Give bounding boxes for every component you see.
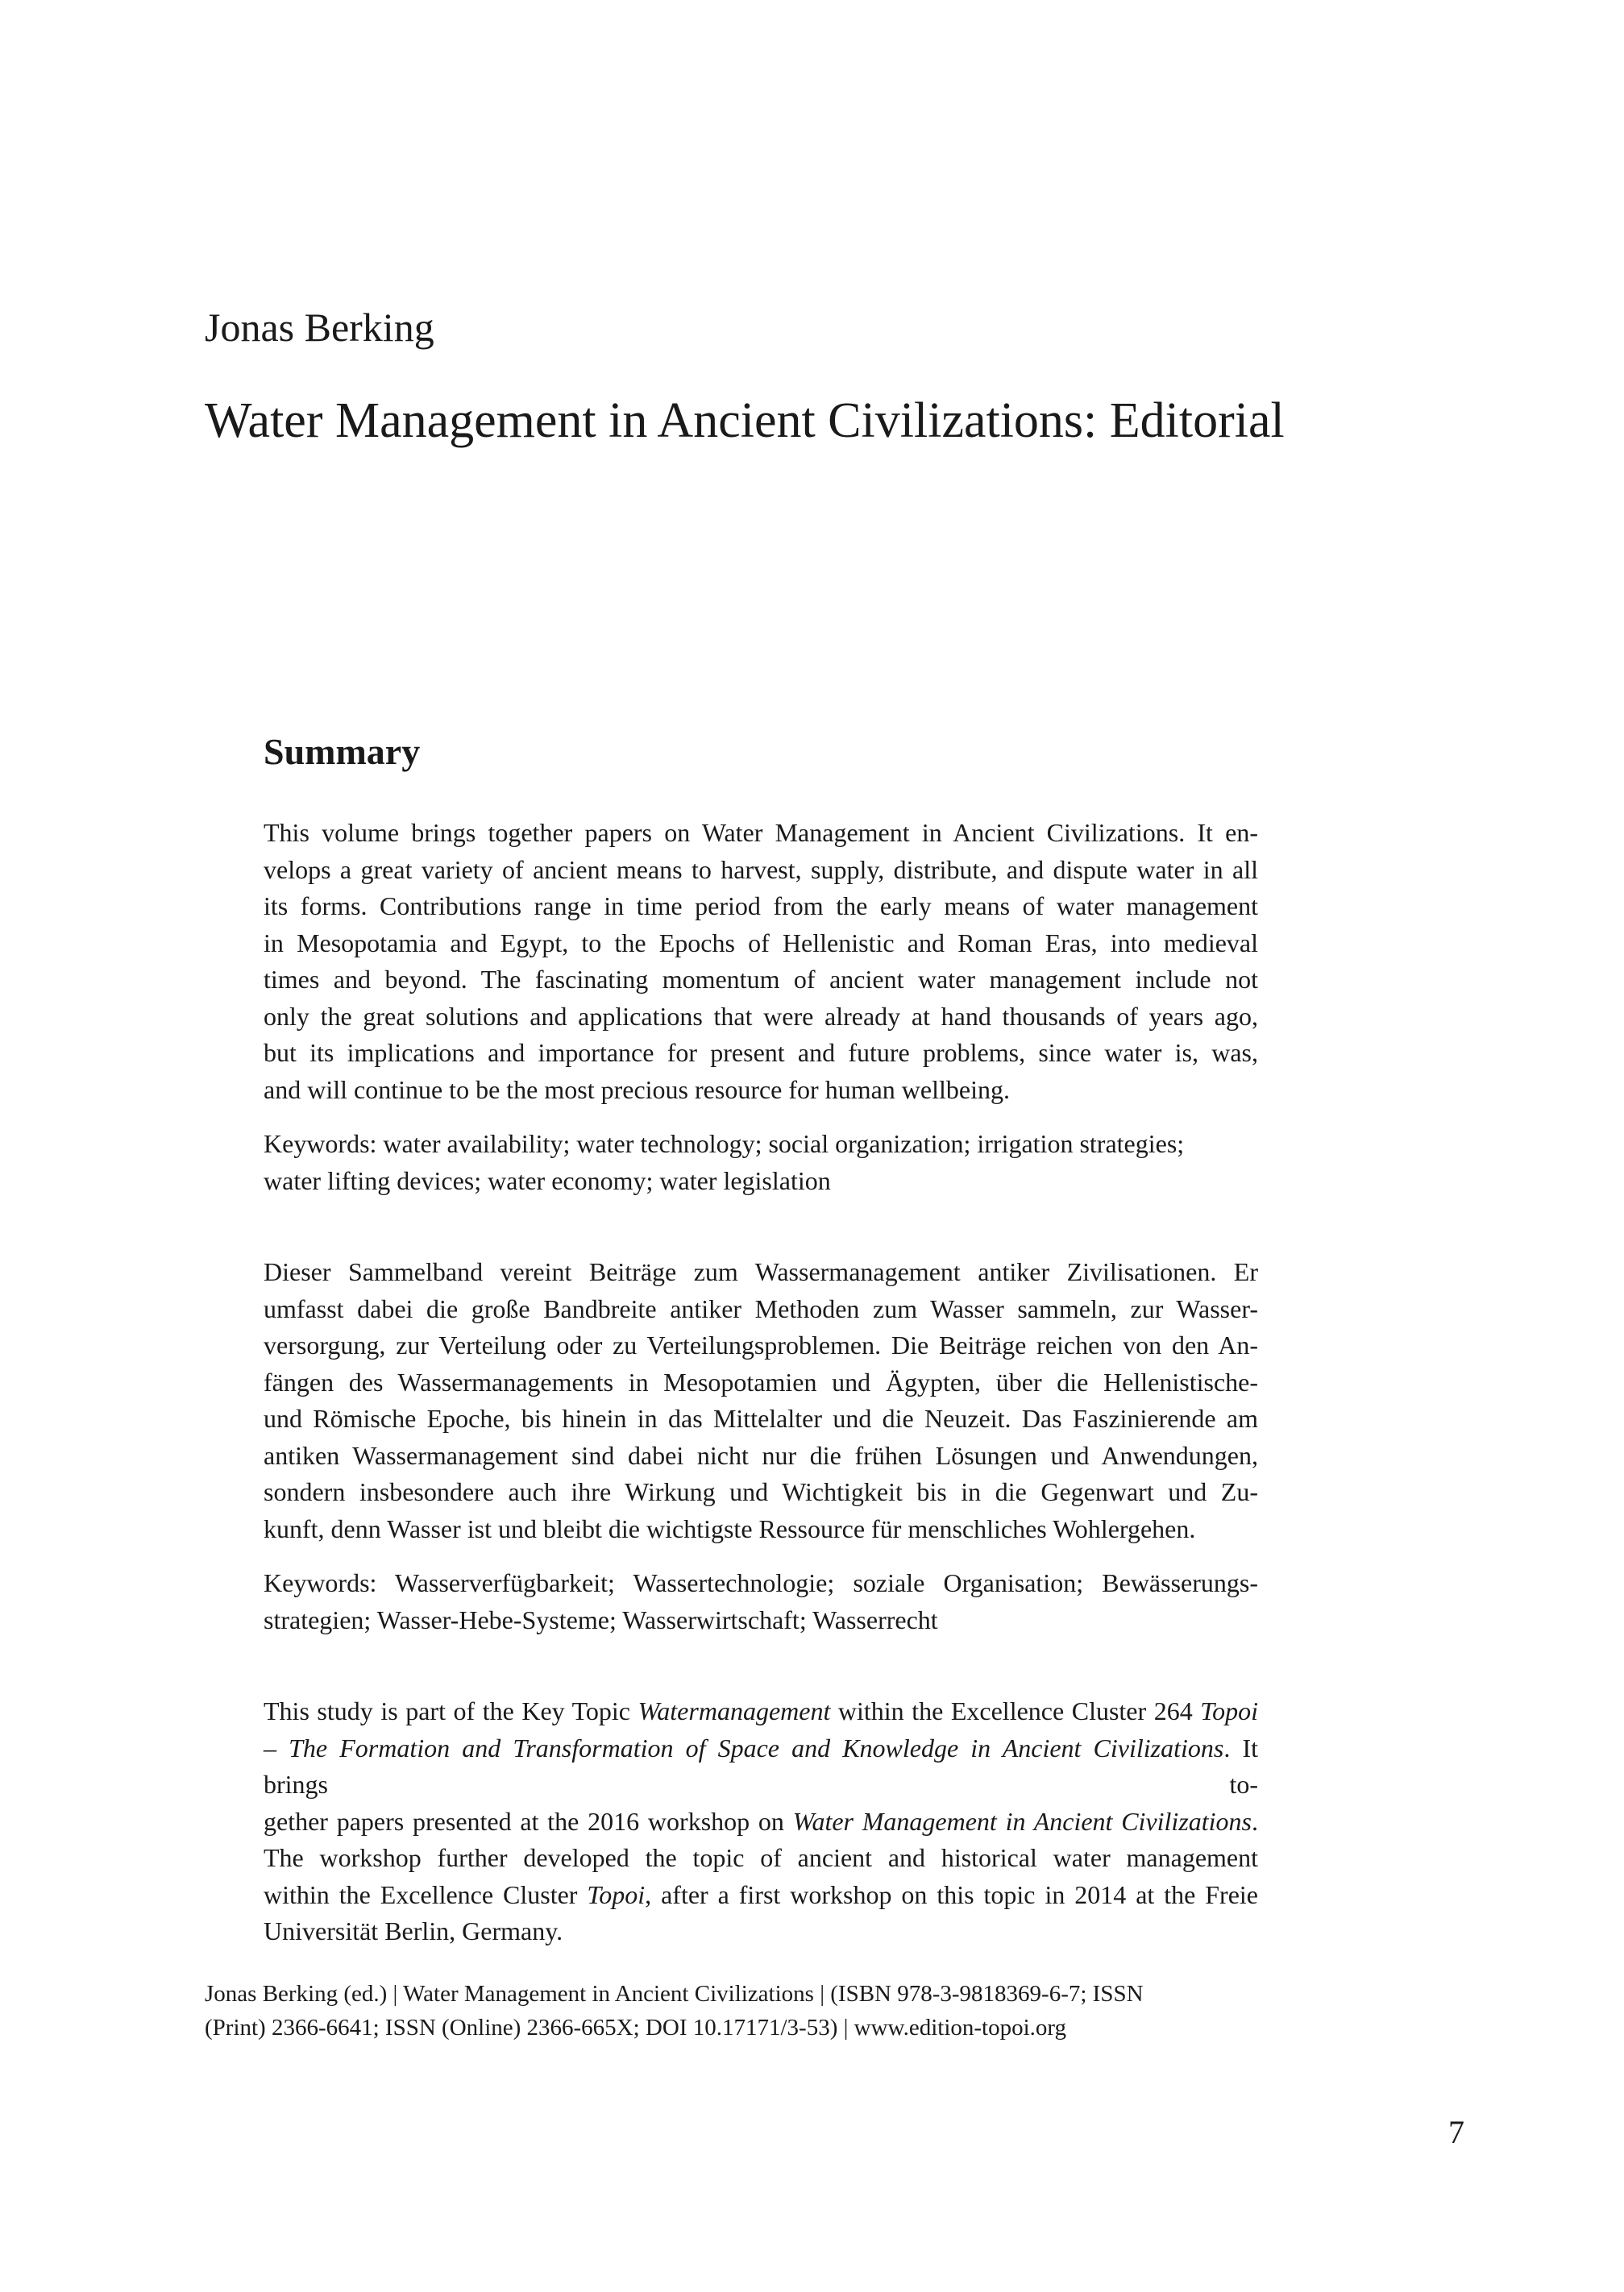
german-abstract-line: sondern insbesondere auch ihre Wirkung und Wichtigkeit bis in die Gegenwart und Zu- [264,1477,1258,1506]
german-abstract [264,1254,1258,1547]
german-abstract-line: Dieser Sammelband vereint Beiträge zum Wassermanagement antiker Zivilisationen. Er [264,1257,1258,1286]
author-name: Jonas Berking [205,305,434,350]
citation-line: (Print) 2366-6641; ISSN (Online) 2366-665X; DOI 10.17171/3-53) | www.edition-topoi.org [205,2015,1067,2041]
english-abstract-line: times and beyond. The fascinating momentum of ancient water management include not [264,965,1258,994]
context-paragraph [264,1693,1258,1950]
english-abstract-line: velops a great variety of ancient means to harvest, supply, distribute, and dispute water in all [264,854,1258,884]
citation-footer [205,1977,1269,2045]
english-abstract-line: but its implications and importance for present and future problems, since water is, was, [264,1038,1258,1067]
english-keywords-line: Keywords: water availability; water technology; social organization; irrigation strategies; [264,1129,1185,1158]
context-line: The workshop further developed the topic of ancient and historical water management [264,1843,1258,1872]
context-line: within the Excellence Cluster Topoi, after a first workshop on this topic in 2014 at the Freie [264,1879,1259,1909]
abstract-section [264,729,1258,1950]
english-abstract-line: its forms. Contributions range in time period from the early means of water management [264,891,1258,920]
english-abstract [264,815,1258,1108]
context-line: This study is part of the Key Topic Watermanagement within the Excellence Cluster 264 Topoi [264,1696,1259,1725]
english-keywords [264,1126,1258,1199]
english-abstract-line: in Mesopotamia and Egypt, to the Epochs of Hellenistic and Roman Eras, into medieval [264,928,1258,957]
german-keywords-line: strategien; Wasser-Hebe-Systeme; Wasserwirtschaft; Wasserrecht [264,1605,938,1634]
german-abstract-line: antiken Wassermanagement sind dabei nicht nur die frühen Lösungen und Anwendungen, [264,1440,1258,1470]
context-line: Universität Berlin, Germany. [264,1916,563,1945]
context-line: gether papers presented at the 2016 workshop on Water Management in Ancient Civilizations. [264,1806,1259,1836]
citation-line: Jonas Berking (ed.) | Water Management in Ancient Civilizations | (ISBN 978-3-9818369-6-7; ISSN [205,1981,1144,2007]
summary-heading: Summary [264,731,421,772]
german-keywords [264,1565,1258,1638]
german-keywords-line: Keywords: Wasserverfügbarkeit; Wassertechnologie; soziale Organisation; Bewässerungs- [264,1568,1258,1597]
english-abstract-line: and will continue to be the most precious resource for human wellbeing. [264,1074,1010,1104]
german-abstract-line: umfasst dabei die große Bandbreite antiker Methoden zum Wasser sammeln, zur Wasser- [264,1293,1258,1323]
context-line: – The Formation and Transformation of Space and Knowledge in Ancient Civilizations. It brings to- [264,1733,1259,1799]
german-abstract-line: versorgung, zur Verteilung oder zu Verteilungsproblemen. Die Beiträge reichen von den An- [264,1331,1258,1360]
english-keywords-line: water lifting devices; water economy; water legislation [264,1165,831,1195]
german-abstract-line: fängen des Wassermanagements in Mesopotamien und Ägypten, über die Hellenistische- [264,1367,1258,1397]
english-abstract-line: This volume brings together papers on Water Management in Ancient Civilizations. It en- [264,818,1258,847]
german-abstract-line: kunft, denn Wasser ist und bleibt die wichtigste Ressource für menschliches Wohlergehen. [264,1513,1196,1543]
english-abstract-line: only the great solutions and applications that were already at hand thousands of years ago, [264,1001,1258,1031]
german-abstract-line: und Römische Epoche, bis hinein in das Mittelalter und die Neuzeit. Das Faszinierende am [264,1404,1258,1433]
page-number: 7 [1448,2114,1464,2150]
page-title: Water Management in Ancient Civilizations: Editorial [205,393,1285,448]
